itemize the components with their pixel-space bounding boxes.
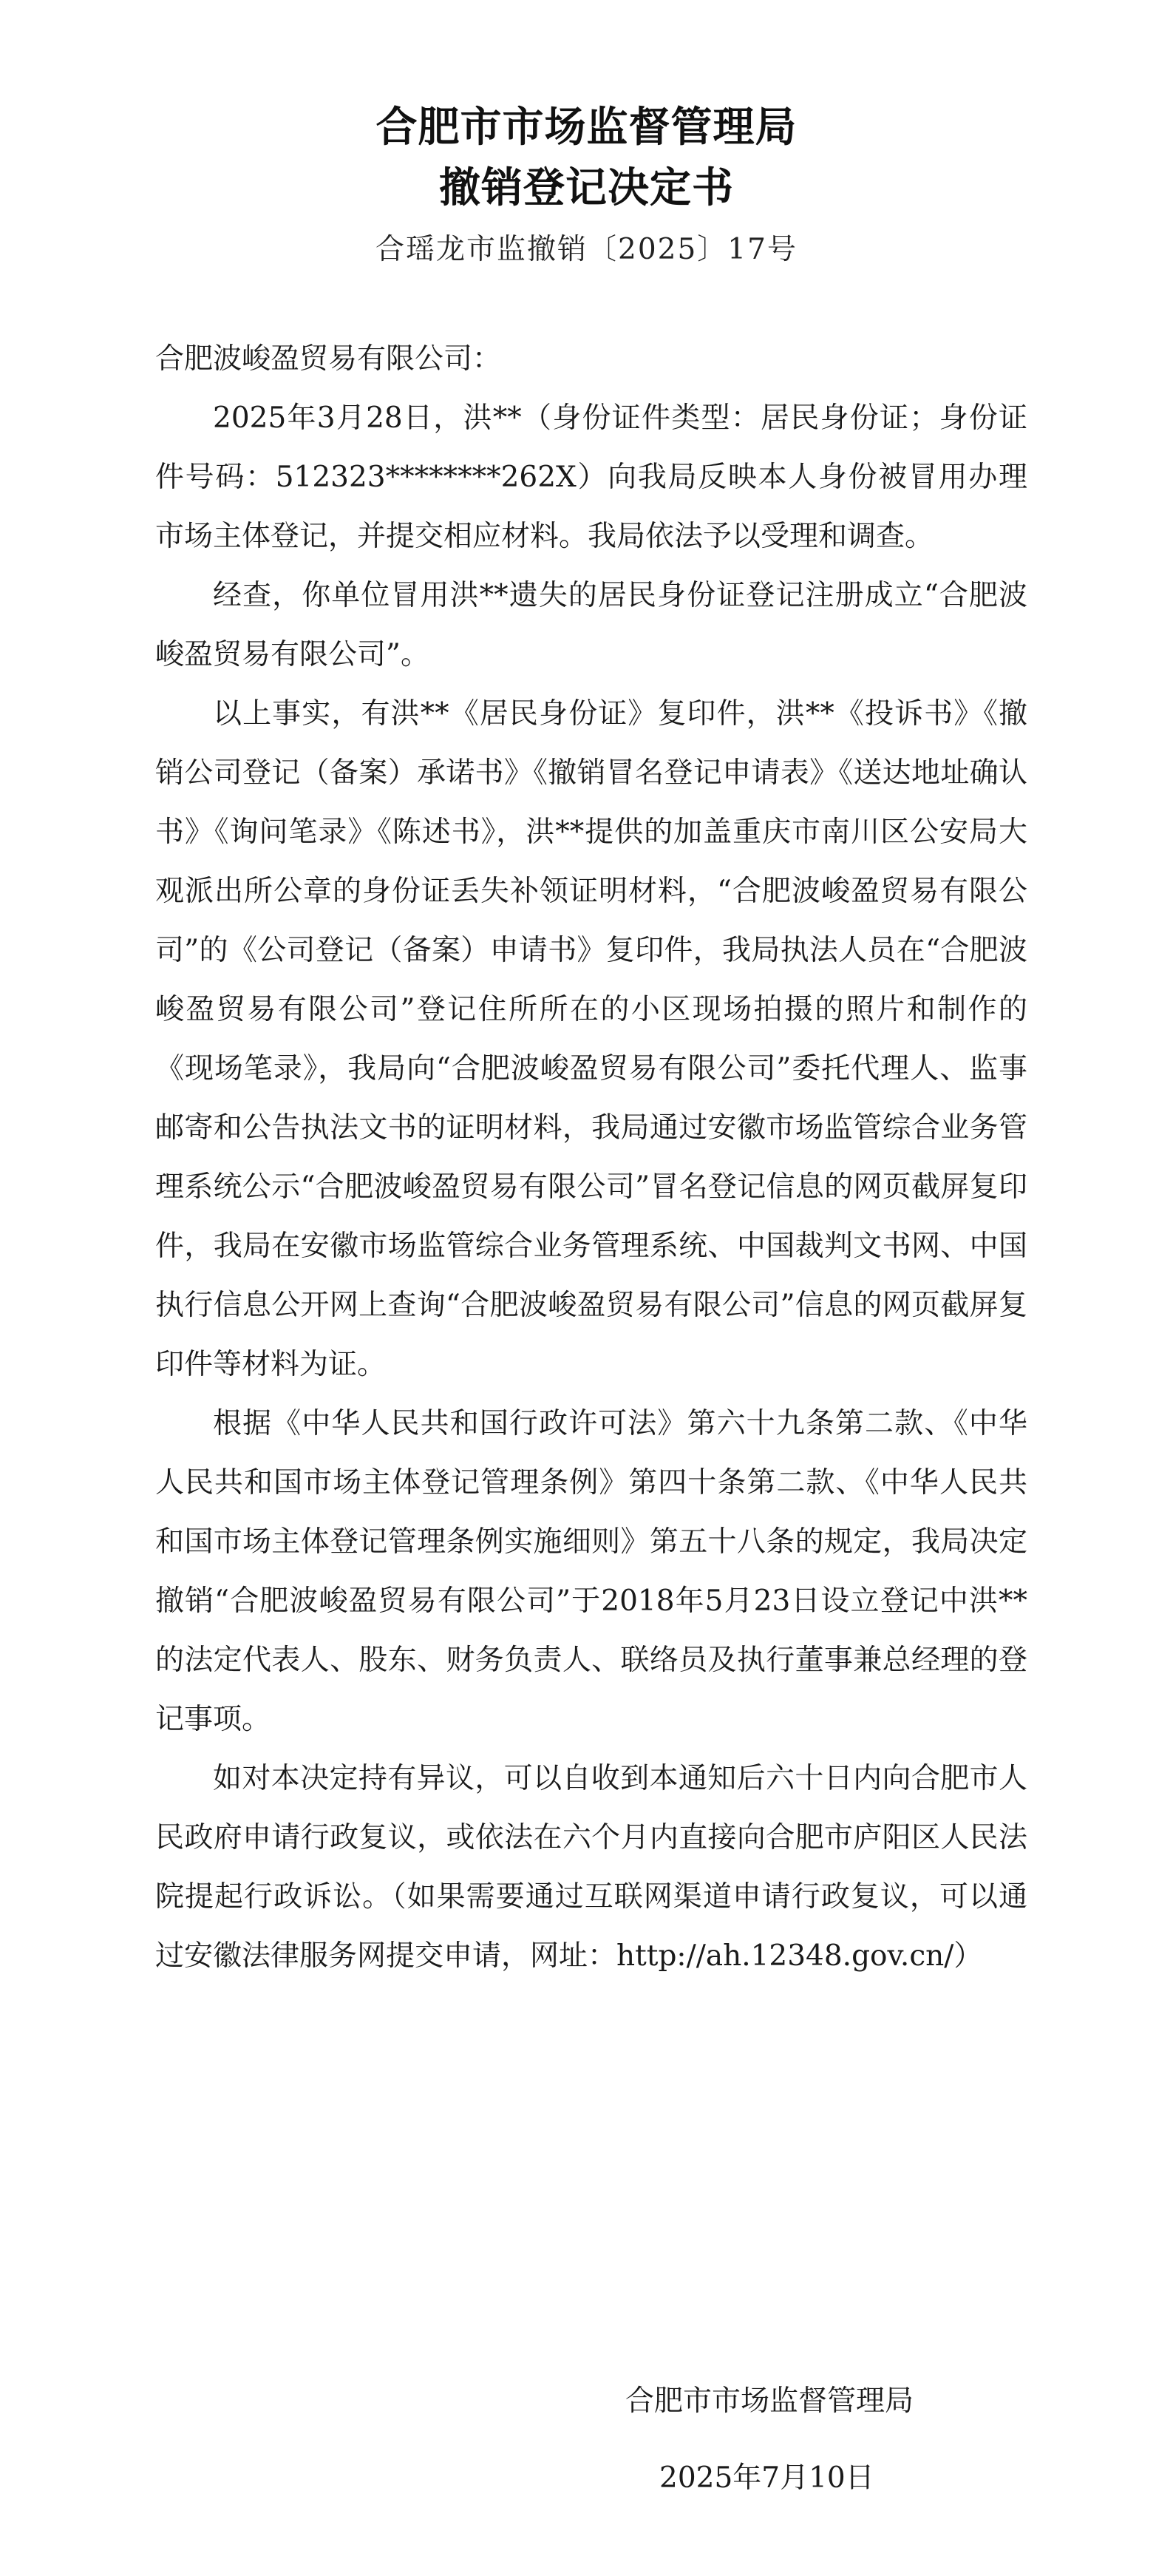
document-title-type: 撤销登记决定书 (439, 163, 734, 212)
document-title-issuer: 合肥市市场监督管理局 (375, 103, 798, 152)
paragraph-report: 2025年3月28日，洪**（身份证件类型：居民身份证；身份证件号码：512323********262X）向我局反映本人身份被冒用办理市场主体登记，并提交相应材料。我局依法予以受理和调查。 (155, 401, 1027, 553)
document-number: 合瑶龙市监撤销〔2025〕17号 (375, 233, 798, 266)
paragraph-decision: 根据《中华人民共和国行政许可法》第六十九条第二款、《中华人民共和国市场主体登记管理条例》第四十条第二款、《中华人民共和国市场主体登记管理条例实施细则》第五十八条的规定，我局决定撤销“合肥波峻盈贸易有限公司”于2018年5月23日设立登记中洪**的法定代表人、股东、财务负责人、联络员及执行董事兼总经理的登记事项。 (155, 1407, 1027, 1736)
paragraph-findings: 经查，你单位冒用洪**遗失的居民身份证登记注册成立“合肥波峻盈贸易有限公司”。 (155, 579, 1027, 671)
document-body (155, 330, 1027, 1986)
signature-date: 2025年7月10日 (659, 2461, 874, 2495)
addressee: 合肥波峻盈贸易有限公司： (155, 342, 502, 376)
paragraph-evidence: 以上事实，有洪**《居民身份证》复印件，洪**《投诉书》《撤销公司登记（备案）承诺书》《撤销冒名登记申请表》《送达地址确认书》《询问笔录》《陈述书》，洪**提供的加盖重庆市南川区公安局大观派出所公章的身份证丢失补领证明材料，“合肥波峻盈贸易有限公司”的《公司登记（备案）申请书》复印件，我局执法人员在“合肥波峻盈贸易有限公司”登记住所所在的小区现场拍摄的照片和制作的《现场笔录》，我局向“合肥波峻盈贸易有限公司”委托代理人、监事邮寄和公告执法文书的证明材料，我局通过安徽市场监管综合业务管理系统公示“合肥波峻盈贸易有限公司”冒名登记信息的网页截屏复印件，我局在安徽市场监管综合业务管理系统、中国裁判文书网、中国执行信息公开网上查询“合肥波峻盈贸易有限公司”信息的网页截屏复印件等材料为证。 (155, 697, 1027, 1381)
paragraph-appeal: 如对本决定持有异议，可以自收到本通知后六十日内向合肥市人民政府申请行政复议，或依法在六个月内直接向合肥市庐阳区人民法院提起行政诉讼。（如果需要通过互联网渠道申请行政复议，可以通过安徽法律服务网提交申请，网址：http://ah.12348.gov.cn/） (155, 1762, 1027, 1973)
signature-organization: 合肥市市场监督管理局 (625, 2385, 914, 2418)
